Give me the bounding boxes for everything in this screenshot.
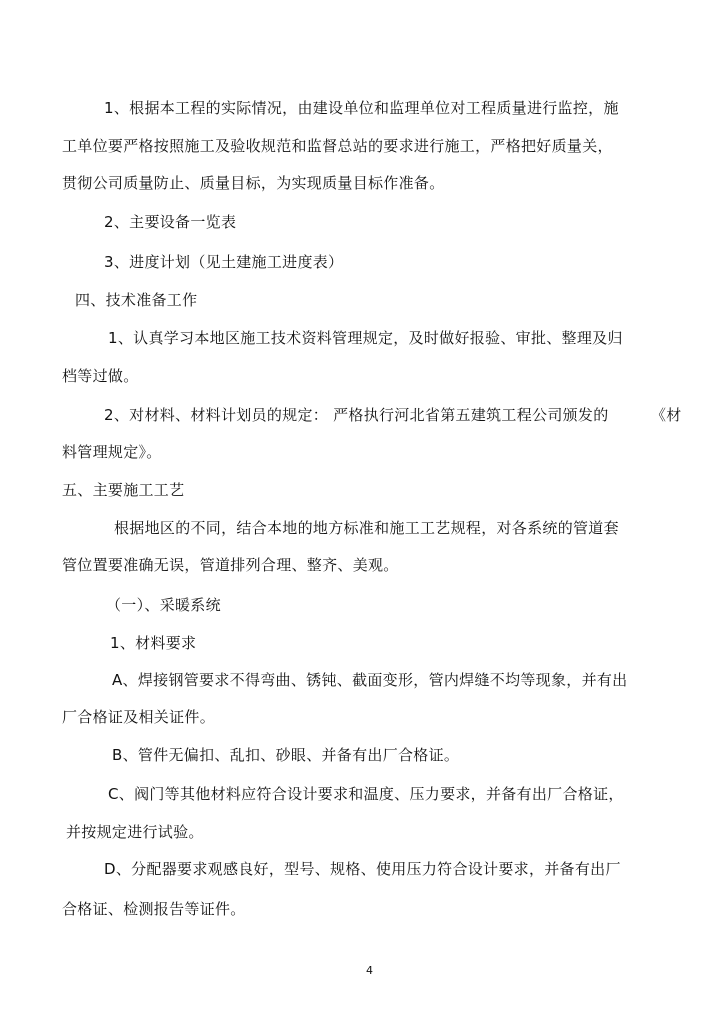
paragraph-line: 1、根据本工程的实际情况，由建设单位和监理单位对工程质量进行监控，施	[104, 99, 619, 117]
paragraph-line: 根据地区的不同，结合本地的地方标准和施工工艺规程，对各系统的管道套	[114, 519, 619, 537]
paragraph-line: 合格证、检测报告等证件。	[62, 900, 246, 918]
paragraph-line: D、分配器要求观感良好，型号、规格、使用压力符合设计要求，并备有出厂	[104, 860, 621, 878]
paragraph-line: 档等过做。	[62, 367, 139, 385]
paragraph-line: 工单位要严格按照施工及验收规范和监督总站的要求进行施工，严格把好质量关，	[62, 137, 613, 155]
list-item: 3、进度计划（见土建施工进度表）	[104, 253, 344, 271]
list-item: 2、主要设备一览表	[104, 213, 237, 231]
paragraph-line: 并按规定进行试验。	[66, 823, 204, 841]
paragraph-line: 2、对材料、材料计划员的规定： 严格执行河北省第五建筑工程公司颁发的	[104, 406, 609, 424]
paragraph-line: B、管件无偏扣、乱扣、砂眼、并备有出厂合格证。	[112, 746, 460, 764]
page-number: 4	[366, 964, 373, 977]
paragraph-line: 厂合格证及相关证件。	[62, 708, 216, 726]
paragraph-line: 管位置要准确无误，管道排列合理、整齐、美观。	[62, 556, 399, 574]
subsection-heading: 1、材料要求	[110, 634, 197, 652]
paragraph-line: 贯彻公司质量防止、质量目标，为实现质量目标作准备。	[62, 174, 445, 192]
section-heading: 四、技术准备工作	[75, 291, 198, 309]
paragraph-line: 1、认真学习本地区施工技术资料管理规定，及时做好报验、审批、整理及归	[108, 329, 623, 347]
paragraph-line: A、焊接钢管要求不得弯曲、锈钝、截面变形，管内焊缝不均等现象，并有出	[112, 671, 628, 689]
section-heading: 五、主要施工工艺	[62, 481, 185, 499]
paragraph-line: 料管理规定》。	[62, 443, 162, 461]
subsection-heading: （一）、采暖系统	[106, 596, 221, 614]
paragraph-line: 《材	[651, 406, 682, 424]
paragraph-line: C、阀门等其他材料应符合设计要求和温度、压力要求，并备有出厂合格证，	[108, 785, 624, 803]
